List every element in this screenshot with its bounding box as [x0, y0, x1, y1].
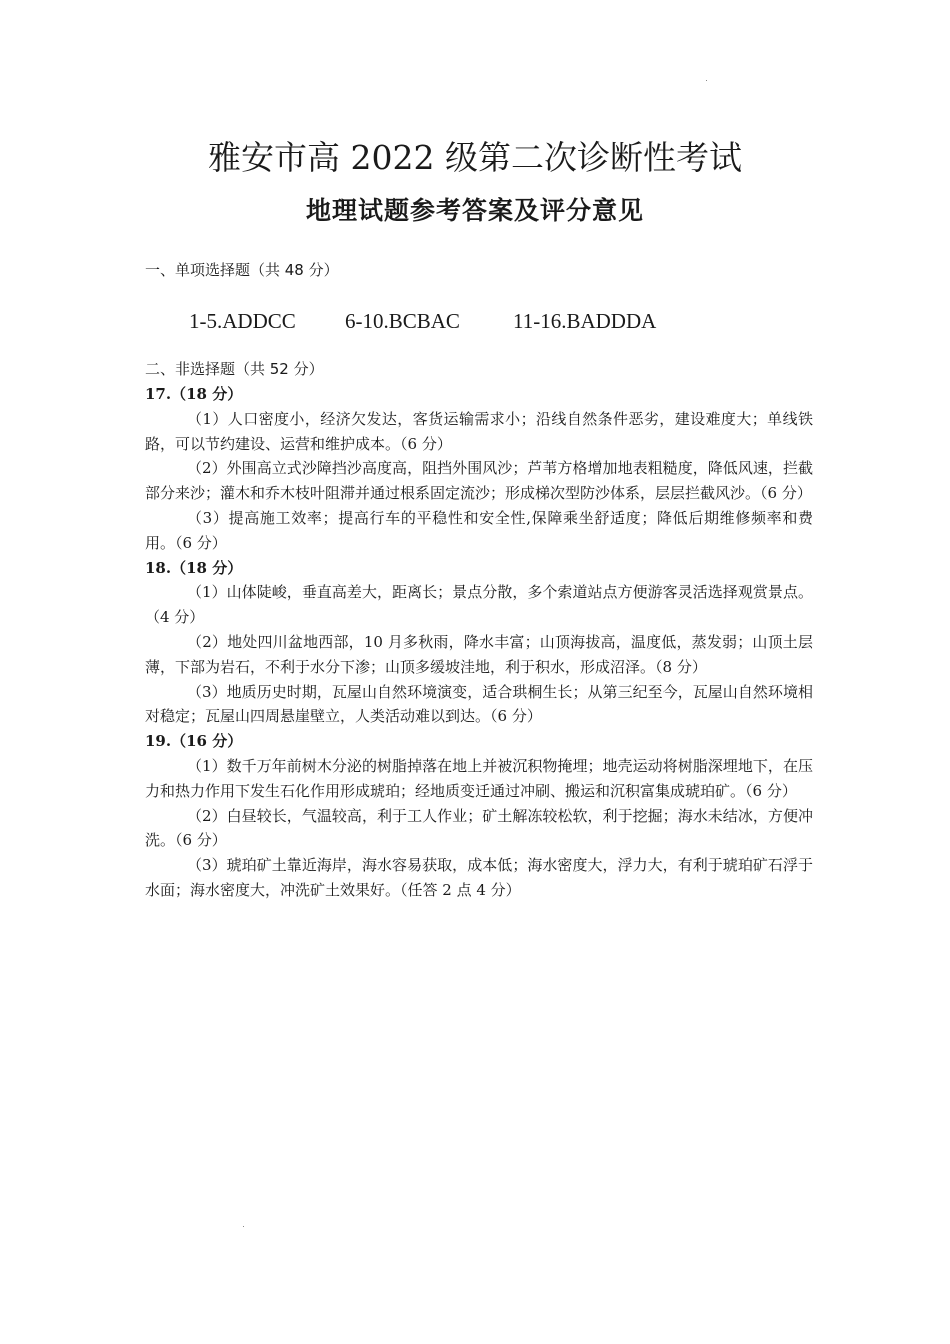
answer-part: （1）数千万年前树木分泌的树脂掉落在地上并被沉积物掩埋；地壳运动将树脂深埋地下，在压力和热力作用下发生石化作用形成琥珀；经地质变迁通过冲刷、搬运和沉积富集成琥珀矿。（6 分） [145, 756, 813, 800]
answer-part: （1）山体陡峻，垂直高差大，距离长；景点分散，多个索道站点方便游客灵活选择观赏景点。（4 分） [145, 583, 813, 627]
answer-group: 6-10.BCBAC [345, 309, 460, 333]
question-17 [145, 382, 813, 556]
question-title: 18.（18 分） [145, 558, 243, 577]
answer-part: （3）地质历史时期，瓦屋山自然环境演变，适合珙桐生长；从第三纪至今，瓦屋山自然环境相对稳定；瓦屋山四周悬崖壁立，人类活动难以到达。（6 分） [145, 682, 813, 726]
answer-part: （1）人口密度小，经济欠发达，客货运输需求小；沿线自然条件恶劣，建设难度大；单线铁路，可以节约建设、运营和维护成本。（6 分） [145, 409, 813, 453]
scan-speck [706, 80, 707, 81]
section-heading-choice: 一、单项选择题（共 48 分） [145, 261, 339, 279]
answer-group: 11-16.BADDDA [513, 309, 657, 333]
scan-speck [243, 1226, 244, 1227]
answer-part: （2）地处四川盆地西部，10 月多秋雨，降水丰富；山顶海拔高，温度低，蒸发弱；山顶土层薄，下部为岩石，不利于水分下渗；山顶多缓坡洼地，利于积水，形成沼泽。（8 分） [145, 632, 813, 676]
answer-part: （3）琥珀矿土靠近海岸，海水容易获取，成本低；海水密度大，浮力大，有利于琥珀矿石浮于水面；海水密度大，冲洗矿土效果好。（任答 2 点 4 分） [145, 856, 813, 899]
answer-part: （3）提高施工效率；提高行车的平稳性和安全性,保障乘坐舒适度；降低后期维修频率和费用。（6 分） [145, 508, 813, 552]
choice-answers [189, 306, 656, 336]
question-title: 17.（18 分） [145, 385, 243, 403]
exam-subtitle: 地理试题参考答案及评分意见 [305, 196, 644, 225]
answer-part: （2）外围高立式沙障挡沙高度高，阻挡外围风沙；芦苇方格增加地表粗糙度，降低风速，拦截部分来沙；灌木和乔木枝叶阻滞并通过根系固定流沙；形成梯次型防沙体系，层层拦截风沙。（6 分） [145, 459, 813, 503]
answer-group: 1-5.ADDCC [189, 309, 296, 333]
exam-title: 雅安市高 2022 级第二次诊断性考试 [208, 138, 742, 177]
answer-part: （2）白昼较长，气温较高，利于工人作业；矿土解冻较松软，利于挖掘；海水未结冰，方便冲洗。（6 分） [145, 806, 813, 850]
question-19 [145, 729, 813, 903]
question-title: 19.（16 分） [145, 732, 243, 751]
section-heading-nonchoice: 二、非选择题（共 52 分） [145, 360, 324, 378]
question-18 [145, 556, 813, 730]
nonchoice-answers [145, 382, 813, 903]
